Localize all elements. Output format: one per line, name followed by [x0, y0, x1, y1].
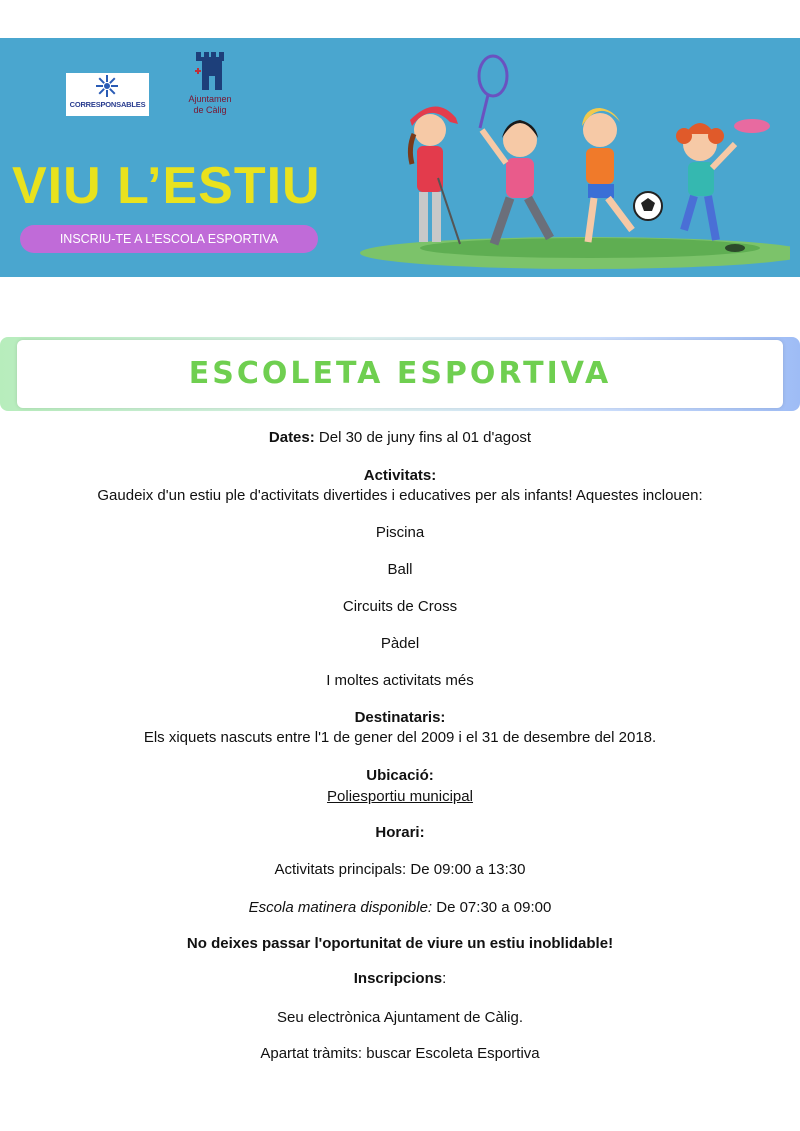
matinera-label: Escola matinera disponible:: [248, 899, 433, 916]
section-title: ESCOLETA ESPORTIVA: [188, 356, 612, 391]
inscripcions-label: Inscripcions: [353, 970, 443, 987]
closing-message: No deixes passar l'oportunitat de viure un estiu inoblidable!: [186, 935, 614, 952]
destinataris-value: Els xiquets nascuts entre l'1 de gener del 2009 i el 31 de desembre del 2018.: [143, 729, 657, 746]
corresponsables-logo-text: CORRESPONSABLES: [69, 100, 146, 109]
kid-golfer: [410, 106, 460, 244]
activity-item: Piscina: [375, 524, 425, 541]
corresponsables-logo: [66, 73, 149, 116]
activity-item: I moltes activitats més: [326, 672, 474, 689]
horari-principals: Activitats principals: De 09:00 a 13:30: [274, 861, 526, 878]
dates-label: Dates:: [268, 429, 315, 446]
corresponsables-star-icon: [96, 75, 118, 97]
hero-banner: [0, 38, 800, 277]
horari-label: Horari:: [375, 824, 425, 841]
activity-item: Ball: [387, 561, 413, 578]
ubicacio-label: Ubicació:: [366, 767, 434, 784]
ajuntament-logo-line1: Ajuntamen: [188, 94, 232, 104]
castle-tower-icon: [194, 52, 226, 90]
ubicacio-line: [0, 787, 800, 807]
matinera-value: De 07:30 a 09:00: [432, 899, 552, 916]
kids-playing-illustration: [350, 48, 790, 270]
dates-value: Del 30 de juny fins al 01 d'agost: [314, 429, 532, 446]
activity-item: Pàdel: [380, 635, 420, 652]
dates-line: [0, 428, 800, 448]
activitats-intro: Gaudeix d'un estiu ple d'activitats divertides i educatives per als infants! Aquestes inclouen:: [97, 487, 703, 504]
inscripcions-heading: [0, 969, 800, 989]
activity-item: Circuits de Cross: [342, 598, 458, 615]
kid-soccer: [582, 108, 632, 242]
banner-title: VIU L’ESTIU: [12, 157, 321, 215]
kid-badminton: [482, 120, 550, 244]
ajuntament-logo-line2: de Càlig: [193, 105, 227, 115]
destinataris-label: Destinataris:: [354, 709, 446, 726]
ajuntament-logo: [180, 52, 240, 122]
soccer-ball: [634, 192, 662, 220]
inscripcions-line1: Seu electrònica Ajuntament de Càlig.: [277, 1009, 523, 1026]
inscripcions-colon: :: [442, 970, 447, 987]
location-link[interactable]: Poliesportiu municipal: [327, 788, 473, 805]
badminton-racket: [479, 56, 507, 128]
activitats-label: Activitats:: [363, 467, 437, 484]
kid-frisbee: [676, 123, 735, 240]
horari-matinera: [0, 898, 800, 918]
register-button[interactable]: INSCRIU-TE A L’ESCOLA ESPORTIVA: [20, 225, 318, 253]
inscripcions-line2: Apartat tràmits: buscar Escoleta Esportiva: [260, 1045, 540, 1062]
